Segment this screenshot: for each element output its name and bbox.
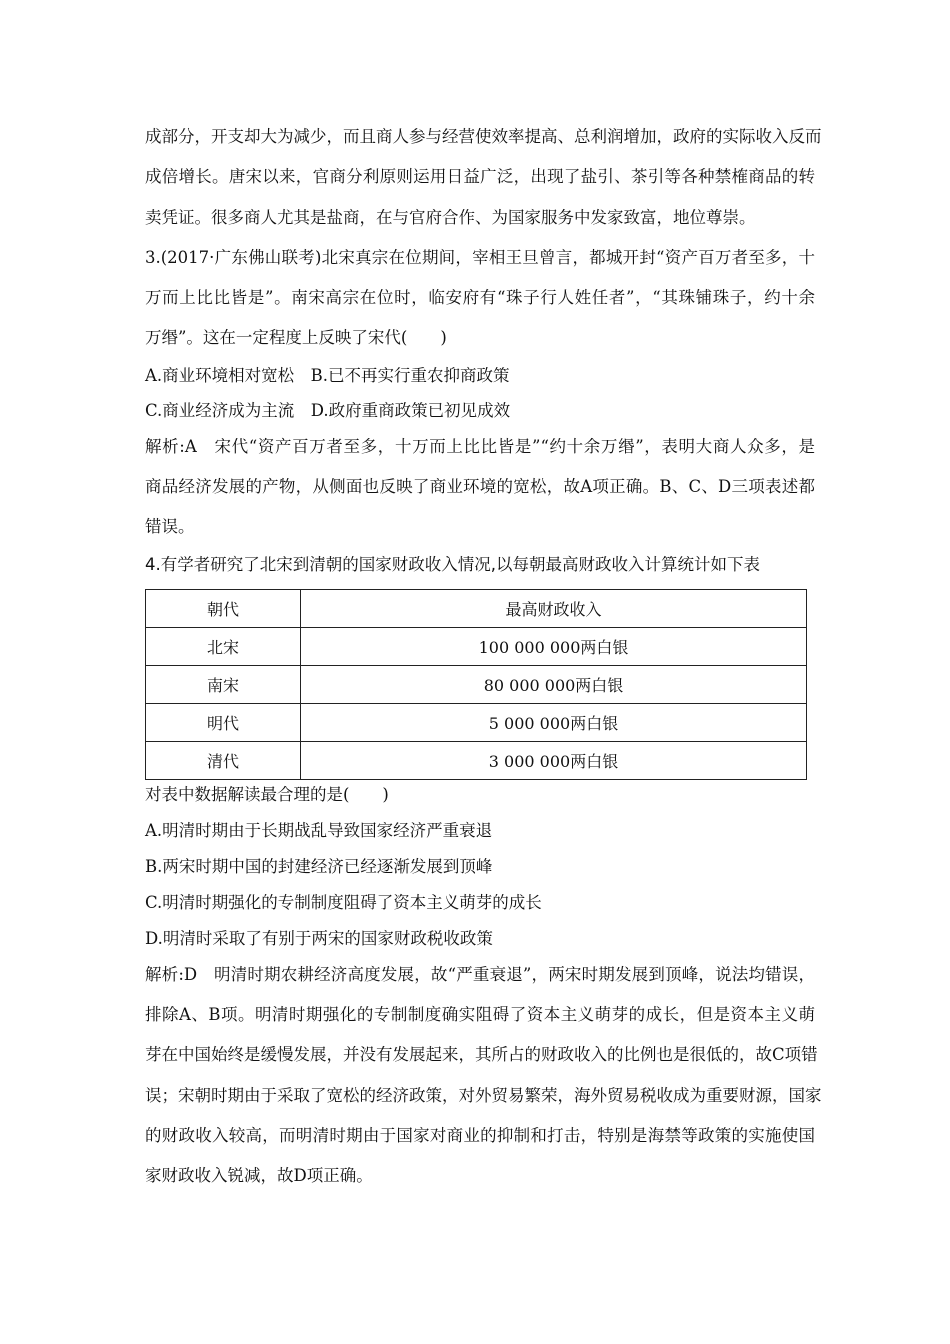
table-cell: 清代 [146, 742, 301, 780]
question-3-analysis: 解析:A 宋代“资产百万者至多，十万而上比比皆是”“约十余万缗”，表明大商人众多，是 [145, 437, 815, 456]
question-4-option: C.明清时期强化的专制制度阻碍了资本主义萌芽的成长 [145, 893, 542, 912]
revenue-table [145, 589, 807, 780]
question-3-analysis: 错误。 [145, 517, 195, 536]
table-cell: 100 000 000两白银 [301, 628, 807, 666]
question-3-analysis: 商品经济发展的产物，从侧面也反映了商业环境的宽松，故A项正确。B、C、D三项表述都 [145, 477, 815, 496]
question-3-option: C.商业经济成为主流 D.政府重商政策已初见成效 [145, 401, 511, 420]
question-3-stem: 万缗”。这在一定程度上反映了宋代( ) [145, 328, 447, 347]
question-3-stem: 万而上比比皆是”。南宋高宗在位时，临安府有“珠子行人姓任者”，“其珠铺珠子，约十余 [145, 288, 815, 307]
question-4-analysis: 的财政收入较高，而明清时期由于国家对商业的抑制和打击，特别是海禁等政策的实施使国 [145, 1126, 815, 1145]
table-row [146, 704, 807, 742]
paragraph-line: 成倍增长。唐宋以来，官商分利原则运用日益广泛，出现了盐引、茶引等各种禁榷商品的转 [145, 167, 815, 186]
question-3-option: A.商业环境相对宽松 B.已不再实行重农抑商政策 [145, 366, 510, 385]
table-row [146, 742, 807, 780]
table-header-row [146, 590, 807, 628]
table-header-cell: 朝代 [146, 590, 301, 628]
question-4-analysis: 家财政收入锐减，故D项正确。 [145, 1166, 373, 1185]
table-row [146, 628, 807, 666]
question-4-option: B.两宋时期中国的封建经济已经逐渐发展到顶峰 [145, 857, 493, 876]
question-3-stem: 3.(2017·广东佛山联考)北宋真宗在位期间，宰相王旦曾言，都城开封“资产百万者至多，十 [145, 248, 815, 267]
table-cell: 明代 [146, 704, 301, 742]
table-row [146, 666, 807, 704]
question-4-analysis: 解析:D 明清时期农耕经济高度发展，故“严重衰退”，两宋时期发展到顶峰，说法均错误， [145, 965, 815, 984]
table-cell: 南宋 [146, 666, 301, 704]
table-cell: 5 000 000两白银 [301, 704, 807, 742]
table-cell: 北宋 [146, 628, 301, 666]
paragraph-line: 成部分，开支却大为减少，而且商人参与经营使效率提高、总利润增加，政府的实际收入反而 [145, 127, 822, 146]
question-4-option: A.明清时期由于长期战乱导致国家经济严重衰退 [145, 821, 493, 840]
question-4-stem: 对表中数据解读最合理的是( ) [145, 785, 389, 804]
question-4-analysis: 芽在中国始终是缓慢发展，并没有发展起来，其所占的财政收入的比例也是很低的，故C项错 [145, 1045, 818, 1064]
paragraph-line: 卖凭证。很多商人尤其是盐商，在与官府合作、为国家服务中发家致富，地位尊崇。 [145, 208, 756, 227]
table-cell: 80 000 000两白银 [301, 666, 807, 704]
table-header-cell: 最高财政收入 [301, 590, 807, 628]
question-4-intro: 4.有学者研究了北宋到清朝的国家财政收入情况,以每朝最高财政收入计算统计如下表 [145, 555, 760, 574]
question-4-option: D.明清时采取了有别于两宋的国家财政税收政策 [145, 929, 493, 948]
table-cell: 3 000 000两白银 [301, 742, 807, 780]
question-4-analysis: 误；宋朝时期由于采取了宽松的经济政策，对外贸易繁荣，海外贸易税收成为重要财源，国家 [145, 1086, 822, 1105]
question-4-analysis: 排除A、B项。明清时期强化的专制制度确实阻碍了资本主义萌芽的成长，但是资本主义萌 [145, 1005, 815, 1024]
